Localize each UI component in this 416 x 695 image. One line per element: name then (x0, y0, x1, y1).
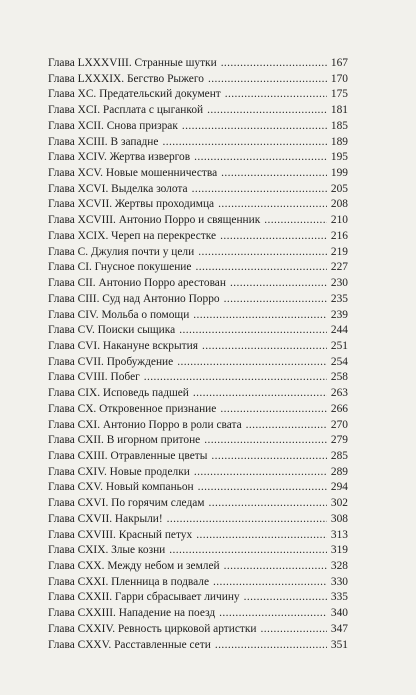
toc-entry-page-number: 210 (330, 214, 348, 227)
toc-entry-title: Глава CXXIII. Нападение на поезд (48, 607, 216, 620)
toc-entry (48, 103, 348, 119)
dot-leader (207, 103, 327, 119)
toc-entry-title: Глава XCI. Расплата с цыганкой (48, 104, 204, 117)
toc-entry-title: Глава XCVII. Жертвы проходимца (48, 198, 215, 211)
toc-entry (48, 276, 348, 292)
toc-entry (48, 308, 348, 324)
dot-leader (224, 292, 327, 308)
toc-entry-page-number: 279 (330, 434, 348, 447)
dot-leader (230, 276, 327, 292)
toc-entry-title: Глава CXXII. Гарри сбрасывает личину (48, 591, 240, 604)
toc-entry-title: Глава CXXIV. Ревность цирковой артистки (48, 622, 257, 635)
toc-entry (48, 496, 348, 512)
dot-leader (192, 182, 327, 198)
toc-entry-title: Глава XCIII. В западне (48, 135, 159, 148)
toc-entry-page-number: 266 (330, 402, 348, 415)
toc-entry-page-number: 302 (330, 497, 348, 510)
toc-entry-page-number: 181 (330, 104, 348, 117)
toc-entry (48, 355, 348, 371)
toc-entry (48, 119, 348, 135)
toc-entry-page-number: 235 (330, 292, 348, 305)
toc-entry (48, 245, 348, 261)
toc-entry-page-number: 195 (330, 151, 348, 164)
dot-leader (246, 418, 327, 434)
toc-entry-title: Глава CXII. В игорном притоне (48, 434, 201, 447)
toc-entry-title: Глава CXVII. Накрыли! (48, 512, 163, 525)
dot-leader (198, 480, 327, 496)
toc-entry (48, 339, 348, 355)
toc-entry-page-number: 328 (330, 560, 348, 572)
dot-leader (169, 543, 327, 559)
dot-leader (198, 245, 327, 261)
toc-entry (48, 197, 348, 213)
toc-entry-page-number: 170 (330, 72, 348, 85)
dot-leader (202, 339, 327, 355)
toc-entry-title: Глава XCVIII. Антонио Порро и священник (48, 214, 261, 227)
toc-entry (48, 386, 348, 402)
toc-entry-title: Глава CXX. Между небом и землей (48, 560, 220, 572)
toc-entry-title: Глава XCVI. Выделка золота (48, 182, 188, 195)
toc-entry-page-number: 340 (330, 607, 348, 620)
dot-leader (209, 496, 327, 512)
toc-entry (48, 480, 348, 496)
dot-leader (193, 386, 327, 402)
dot-leader (193, 308, 327, 324)
dot-leader (264, 213, 327, 229)
dot-leader (221, 56, 327, 72)
dot-leader (162, 135, 326, 151)
dot-leader (225, 87, 327, 103)
toc-entry (48, 402, 348, 418)
toc-entry (48, 543, 348, 559)
dot-leader (194, 465, 327, 481)
toc-entry-page-number: 189 (330, 135, 348, 148)
toc-entry-title: Глава CI. Гнусное покушение (48, 261, 192, 274)
toc-entry-page-number: 216 (330, 229, 348, 242)
toc-entry-page-number: 205 (330, 182, 348, 195)
toc-entry-page-number: 289 (330, 465, 348, 478)
toc-entry-title: Глава XC. Предательский документ (48, 88, 221, 101)
toc-entry-page-number: 175 (330, 88, 348, 101)
dot-leader (182, 119, 327, 135)
toc-entry (48, 72, 348, 88)
toc-entry (48, 292, 348, 308)
toc-entry-title: Глава CIV. Мольба о помощи (48, 308, 190, 321)
toc-entry (48, 87, 348, 103)
toc-entry-page-number: 251 (330, 339, 348, 352)
toc-entry-title: Глава CXIX. Злые козни (48, 544, 166, 557)
toc-entry (48, 418, 348, 434)
toc-entry-title: Глава XCIV. Жертва извергов (48, 151, 191, 164)
toc-entry-title: Глава CVI. Накануне вскрытия (48, 339, 198, 352)
toc-entry (48, 370, 348, 386)
toc-entry-page-number: 319 (330, 544, 348, 557)
toc-entry-title: Глава CIII. Суд над Антонио Порро (48, 292, 220, 305)
toc-entry-page-number: 308 (330, 512, 348, 525)
toc-entry-page-number: 254 (330, 355, 348, 368)
toc-entry-page-number: 219 (330, 245, 348, 258)
dot-leader (196, 528, 327, 544)
toc-entry-page-number: 285 (330, 449, 348, 462)
toc-entry-title: Глава CV. Поиски сыщика (48, 324, 176, 337)
table-of-contents (48, 56, 348, 653)
toc-entry-page-number: 199 (330, 167, 348, 180)
toc-entry (48, 150, 348, 166)
dot-leader (221, 166, 327, 182)
toc-entry-page-number: 270 (330, 418, 348, 431)
dot-leader (215, 638, 327, 654)
dot-leader (194, 150, 327, 166)
dot-leader (167, 512, 327, 528)
dot-leader (219, 606, 327, 622)
toc-entry-title: Глава LXXXIX. Бегство Рыжего (48, 72, 204, 85)
toc-entry-title: Глава CXXV. Расставленные сети (48, 638, 211, 651)
toc-entry-title: Глава CXIV. Новые проделки (48, 465, 190, 478)
dot-leader (220, 229, 327, 245)
toc-entry (48, 622, 348, 638)
toc-entry-title: Глава CII. Антонио Порро арестован (48, 277, 226, 290)
toc-entry-title: Глава CXVI. По горячим следам (48, 497, 205, 510)
toc-entry (48, 56, 348, 72)
toc-entry-page-number: 208 (330, 198, 348, 211)
toc-entry (48, 638, 348, 654)
toc-entry-page-number: 244 (330, 324, 348, 337)
toc-entry (48, 323, 348, 339)
toc-entry (48, 433, 348, 449)
dot-leader (224, 559, 327, 575)
toc-entry (48, 512, 348, 528)
toc-entry-page-number: 313 (330, 528, 348, 541)
toc-entry (48, 606, 348, 622)
toc-entry-page-number: 230 (330, 277, 348, 290)
toc-entry (48, 559, 348, 575)
toc-entry-title: Глава С. Джулия почти у цели (48, 245, 195, 258)
toc-entry (48, 166, 348, 182)
dot-leader (195, 260, 326, 276)
toc-entry-page-number: 351 (330, 638, 348, 651)
dot-leader (213, 575, 327, 591)
dot-leader (177, 355, 327, 371)
toc-entry-page-number: 347 (330, 622, 348, 635)
dot-leader (204, 433, 327, 449)
dot-leader (211, 449, 327, 465)
toc-entry-page-number: 227 (330, 261, 348, 274)
toc-entry-title: Глава CVII. Пробуждение (48, 355, 174, 368)
toc-entry (48, 229, 348, 245)
toc-entry-page-number: 258 (330, 371, 348, 384)
dot-leader (220, 402, 327, 418)
toc-entry-title: Глава CX. Откровенное признание (48, 402, 217, 415)
toc-entry-title: Глава LXXXVIII. Странные шутки (48, 57, 217, 69)
toc-entry-page-number: 330 (330, 575, 348, 588)
toc-entry (48, 182, 348, 198)
toc-entry (48, 449, 348, 465)
toc-entry-title: Глава CXV. Новый компаньон (48, 481, 194, 494)
toc-entry-page-number: 239 (330, 308, 348, 321)
dot-leader (244, 590, 327, 606)
toc-entry-page-number: 294 (330, 481, 348, 494)
toc-entry (48, 465, 348, 481)
toc-entry-title: Глава CXXI. Пленница в подвале (48, 575, 209, 588)
dot-leader (260, 622, 326, 638)
toc-entry-title: Глава XCII. Снова призрак (48, 119, 178, 132)
toc-entry (48, 135, 348, 151)
toc-entry-title: Глава CXVIII. Красный петух (48, 528, 193, 541)
toc-entry-title: Глава XCV. Новые мошенничества (48, 167, 218, 180)
toc-entry-title: Глава CVIII. Побег (48, 371, 140, 384)
toc-entry (48, 590, 348, 606)
toc-entry-title: Глава XCIX. Череп на перекрестке (48, 229, 217, 242)
toc-entry-title: Глава CIX. Исповедь падшей (48, 387, 189, 400)
toc-entry-page-number: 335 (330, 591, 348, 604)
dot-leader (144, 370, 327, 386)
dot-leader (179, 323, 327, 339)
toc-entry-page-number: 263 (330, 387, 348, 400)
toc-entry-page-number: 185 (330, 119, 348, 132)
dot-leader (208, 72, 327, 88)
toc-entry (48, 575, 348, 591)
toc-entry-title: Глава CXI. Антонио Порро в роли свата (48, 418, 242, 431)
dot-leader (218, 197, 327, 213)
toc-entry-page-number: 167 (330, 57, 348, 69)
toc-entry-title: Глава CXIII. Отравленные цветы (48, 449, 208, 462)
toc-entry (48, 213, 348, 229)
toc-entry (48, 260, 348, 276)
toc-entry (48, 528, 348, 544)
